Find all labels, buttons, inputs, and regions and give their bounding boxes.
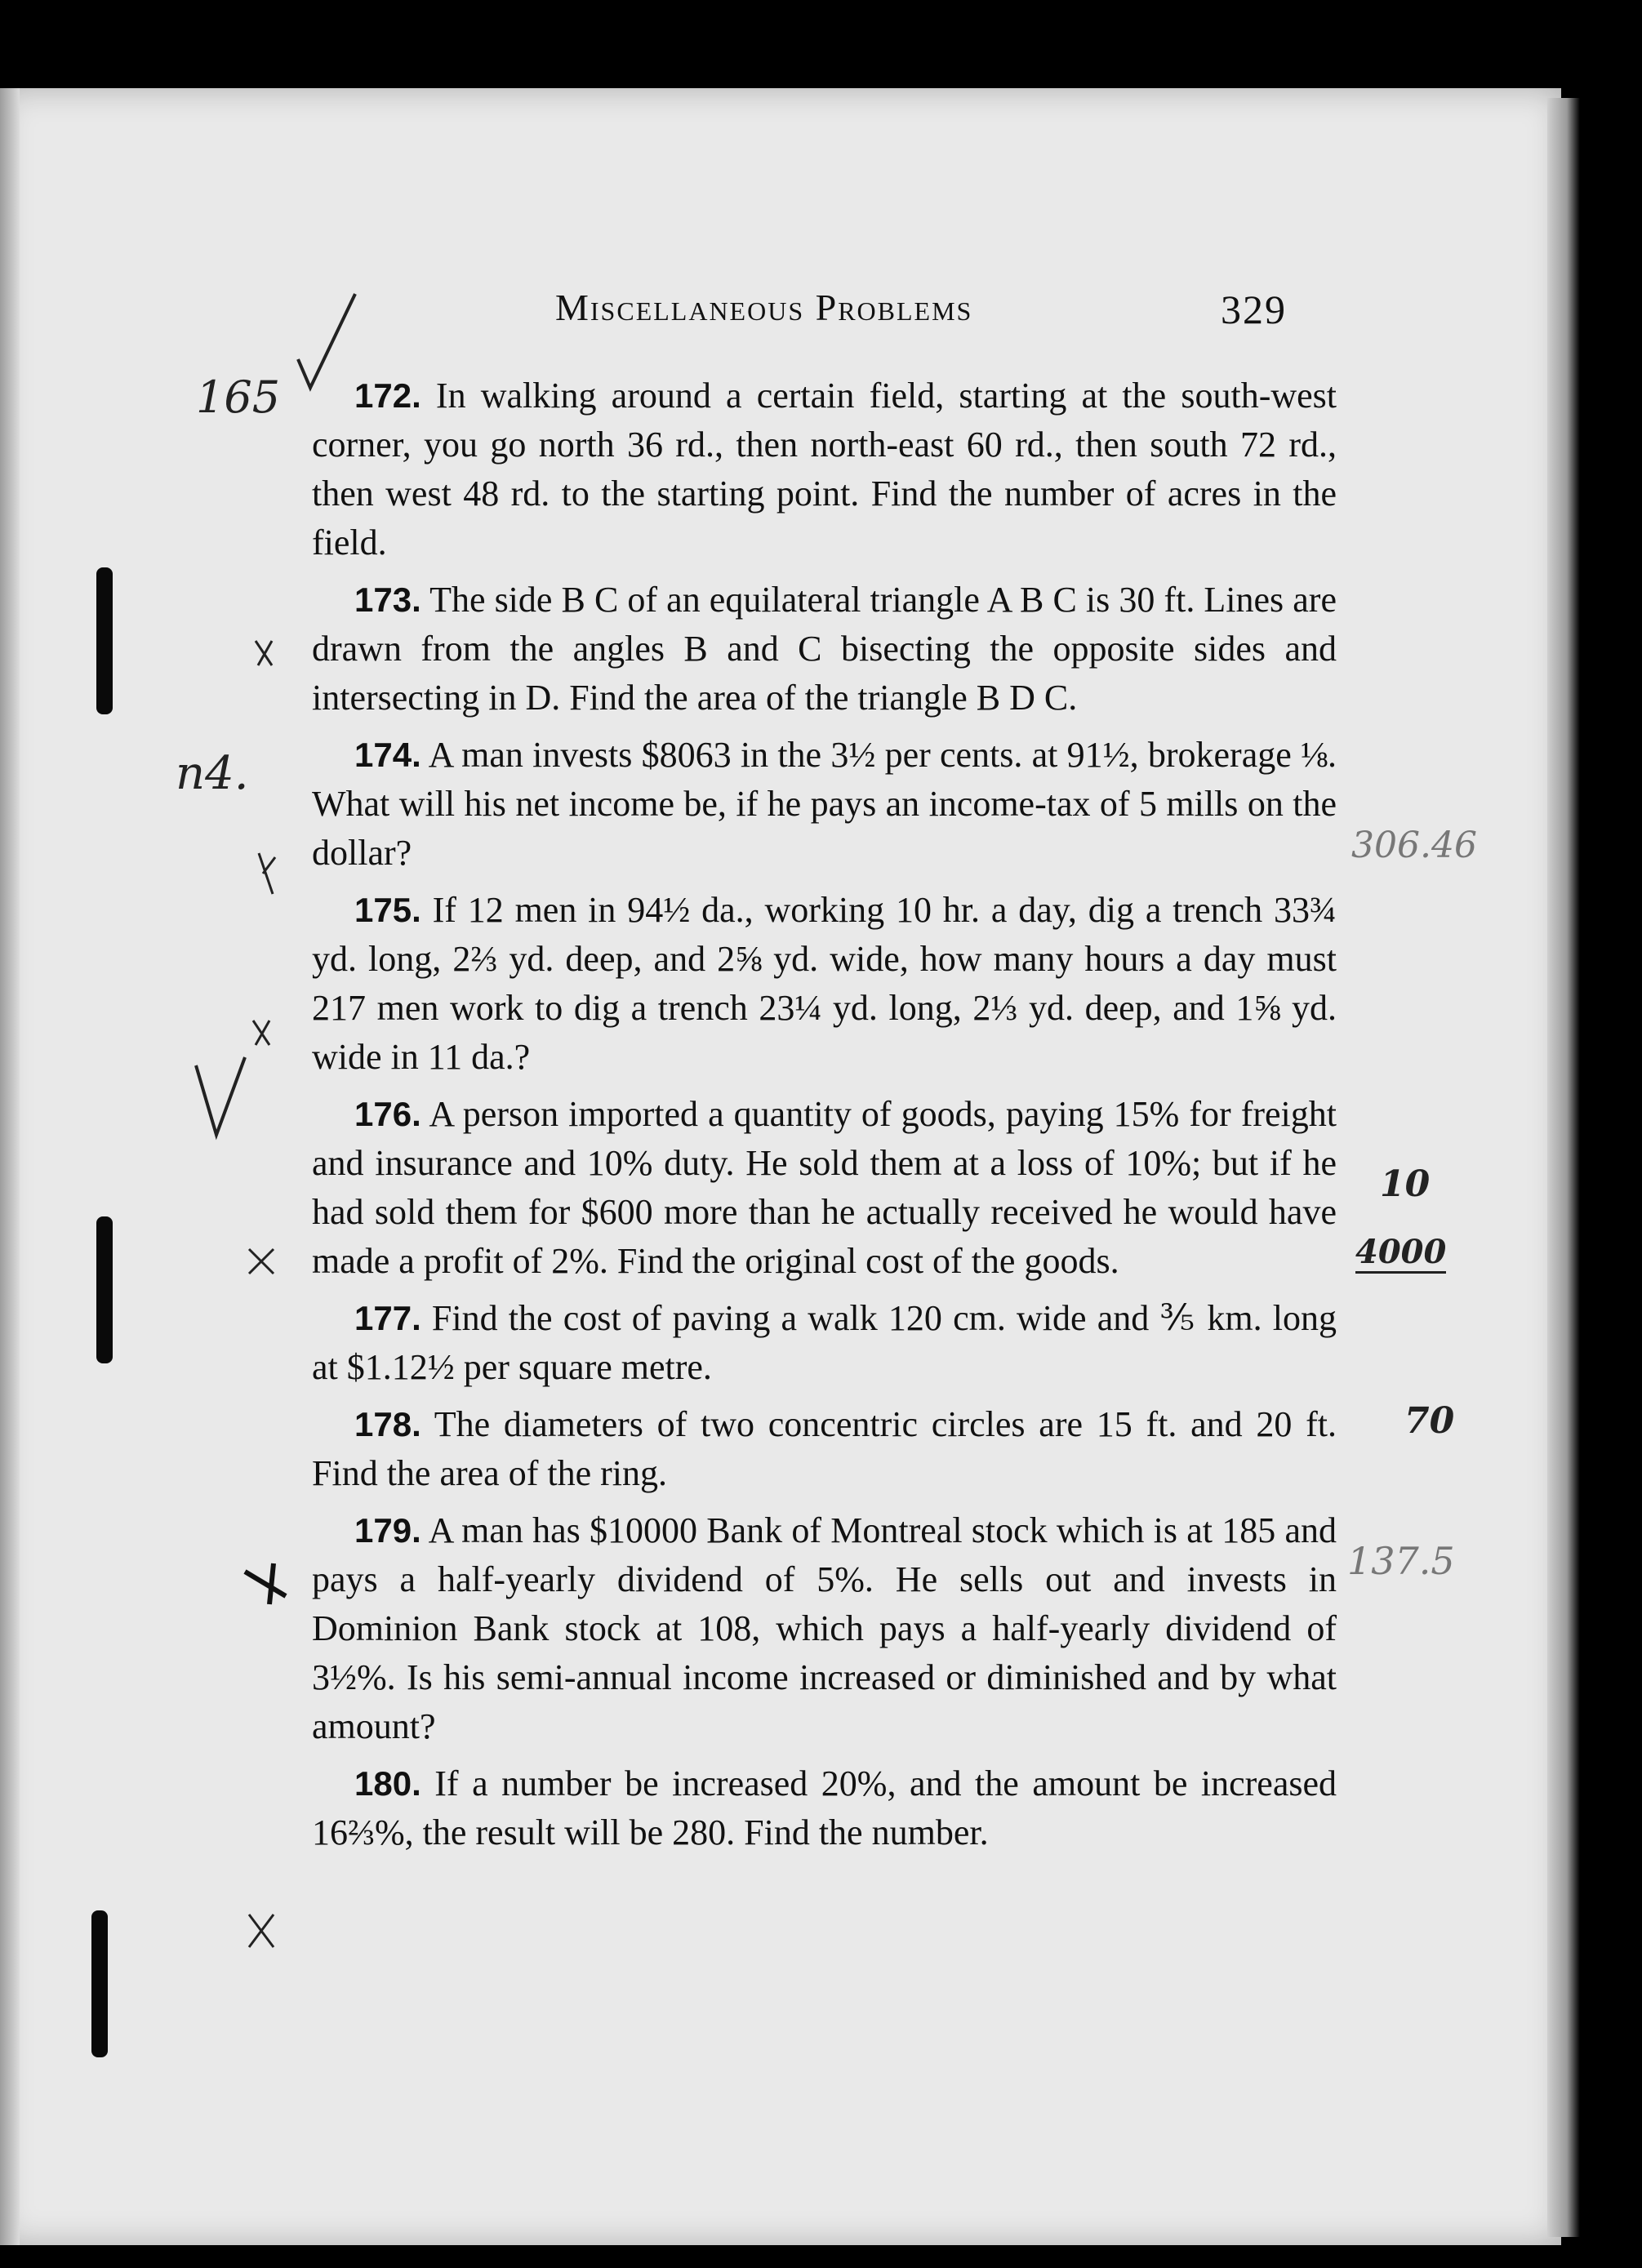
- problem-number: 173.: [354, 580, 421, 619]
- problem-number: 176.: [354, 1095, 421, 1133]
- page-right-edge: [1547, 98, 1580, 2237]
- handwritten-note: 4000: [1355, 1233, 1446, 1274]
- problem-179: [312, 1506, 1337, 1751]
- problem-text: Find the cost of paving a walk 120 cm. wide and ⅗ km. long at $1.12½ per square metre.: [312, 1298, 1337, 1387]
- handwritten-note: n4.: [176, 747, 249, 800]
- x-mark-icon: [255, 849, 279, 898]
- problem-text: The diameters of two concentric circles are 15 ft. and 20 ft. Find the area of the ring.: [312, 1404, 1337, 1493]
- problem-text: If 12 men in 94½ da., working 10 hr. a day, dig a trench 33¾ yd. long, 2⅔ yd. deep, and 2⅝ yd. wide, how many hours a day must 217 men work to dig a trench 23¼ yd. long, 2⅓ yd. deep, and 1⅝ yd. wide in 11 da.?: [312, 890, 1337, 1077]
- problem-list: [312, 371, 1337, 1866]
- x-mark-icon: [245, 1910, 278, 1951]
- handwritten-note: 137.5: [1347, 1539, 1455, 1583]
- margin-bar: [91, 1910, 108, 2057]
- margin-bar: [96, 1216, 113, 1363]
- problem-176: [312, 1090, 1337, 1286]
- page-left-edge: [0, 88, 20, 2245]
- handwritten-note: 10: [1380, 1163, 1431, 1205]
- page-number: 329: [1221, 287, 1287, 332]
- problem-text: A man invests $8063 in the 3½ per cents. at 91½, brokerage ⅛. What will his net income be, if he pays an income-tax of 5 mills on the dollar?: [312, 735, 1337, 873]
- problem-text: A man has $10000 Bank of Montreal stock which is at 185 and pays a half-yearly dividend of 5%. He sells out and invests in Dominion Bank stock at 108, which pays a half-yearly dividend of 3½%. Is his semi-annual income increased or diminished and by what amount?: [312, 1510, 1337, 1746]
- x-mark-icon: [251, 637, 276, 669]
- handwritten-note: 165: [196, 371, 281, 423]
- check-mark-icon: [192, 1053, 249, 1143]
- x-mark-icon: [249, 1016, 274, 1049]
- problem-number: 178.: [354, 1405, 421, 1443]
- problem-number: 174.: [354, 736, 421, 774]
- problem-number: 180.: [354, 1764, 421, 1803]
- problem-172: [312, 371, 1337, 567]
- problem-number: 172.: [354, 376, 421, 415]
- problem-177: [312, 1294, 1337, 1392]
- handwritten-note: 306.46: [1351, 825, 1477, 866]
- problem-number: 175.: [354, 891, 421, 929]
- problem-text: The side B C of an equilateral triangle A B C is 30 ft. Lines are drawn from the angles B and C bisecting the opposite sides and intersecting in D. Find the area of the triangle B D C.: [312, 580, 1337, 718]
- problem-180: [312, 1759, 1337, 1857]
- running-title: Miscellaneous Problems: [555, 287, 973, 328]
- problem-number: 179.: [354, 1511, 421, 1550]
- problem-173: [312, 576, 1337, 723]
- problem-number: 177.: [354, 1299, 421, 1337]
- margin-bar: [96, 567, 113, 714]
- problem-174: [312, 731, 1337, 878]
- problem-178: [312, 1400, 1337, 1498]
- x-mark-icon: [241, 1559, 290, 1608]
- problem-175: [312, 886, 1337, 1082]
- problem-text: A person imported a quantity of goods, paying 15% for freight and insurance and 10% duty. He sold them at a loss of 10%; but if he had sold them for $600 more than he actually received he would have made a profit of 2%. Find the original cost of the goods.: [312, 1094, 1337, 1281]
- problem-text: If a number be increased 20%, and the amount be increased 16⅔%, the result will be 280. Find the number.: [312, 1763, 1337, 1852]
- check-mark-icon: [290, 286, 363, 400]
- x-mark-icon: [245, 1245, 278, 1278]
- problem-text: In walking around a certain field, starting at the south-west corner, you go north 36 rd., then north-east 60 rd., then south 72 rd., then west 48 rd. to the starting point. Find the number of acres in the field.: [312, 376, 1337, 563]
- running-header: [555, 286, 1372, 351]
- handwritten-note: 70: [1404, 1400, 1455, 1442]
